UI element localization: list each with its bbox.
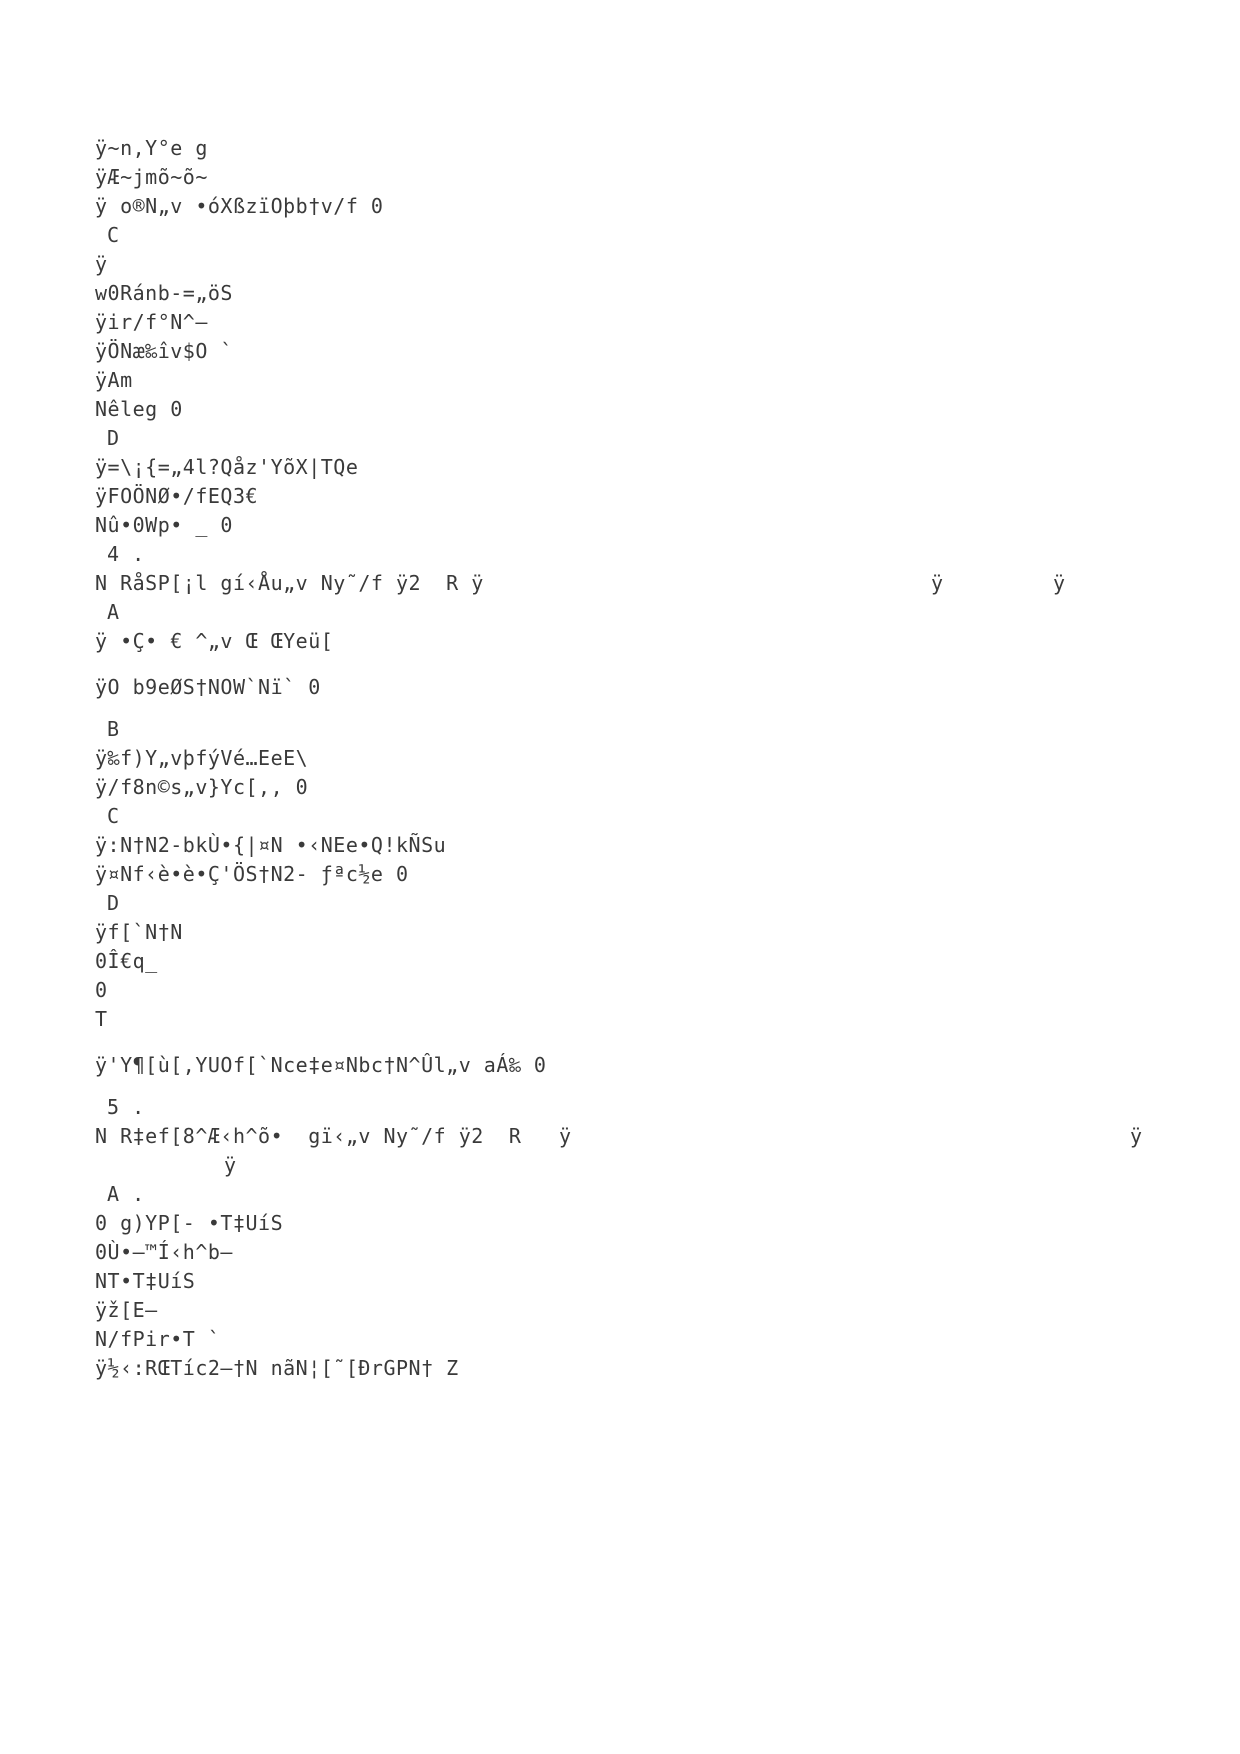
section-marker: A xyxy=(107,600,120,624)
section-marker: D xyxy=(107,426,120,450)
section-marker: C xyxy=(107,804,120,828)
text-line: N RåSP[¡l gí‹Åu„v Ny˜/f ÿ2 R ÿ xyxy=(95,571,484,595)
section-number: 5 . xyxy=(107,1095,145,1119)
text-line: ÿÆ~jmõ~õ~ xyxy=(95,165,208,189)
text-line: 0 g)YP[- •T‡UíS xyxy=(95,1211,284,1235)
text-line: ÿO b9eØS†NOW`Nï` 0 xyxy=(95,675,321,699)
text-line: ÿ •Ç• € ^„v Œ ŒYeü[ xyxy=(95,629,334,653)
text-line: ÿf[`N†N xyxy=(95,920,183,944)
text-line: N/fPir•T ` xyxy=(95,1327,221,1351)
text-line: T xyxy=(95,1007,108,1031)
text-line: 0Ù•—™Í‹h^b— xyxy=(95,1240,233,1264)
stray-mark: ÿ xyxy=(1053,571,1066,595)
text-line: Nû•0Wp• _ 0 xyxy=(95,513,233,537)
section-number: 4 . xyxy=(107,542,145,566)
text-line: NT•T‡UíS xyxy=(95,1269,196,1293)
text-line: ÿ½‹:RŒTíc2—†N nãN¦[˜[ÐrGPN† Z xyxy=(95,1356,459,1380)
text-line: ÿ'Y¶[ù[,YUOf[`Nce‡e¤Nbc†N^Ûl„v aÁ‰ 0 xyxy=(95,1053,547,1077)
section-marker: D xyxy=(107,891,120,915)
text-line: ÿ=\¡{=„4l?Qåz'YõX|TQe xyxy=(95,455,359,479)
text-line: w0Ránb-=„öS xyxy=(95,281,233,305)
text-line: 0 xyxy=(95,978,108,1002)
text-line: ÿ~n,Y°e g xyxy=(95,136,208,160)
text-line: N R‡ef[8^Æ‹h^õ• gï‹„v Ny˜/f ÿ2 R ÿ xyxy=(95,1124,572,1148)
section-marker: C xyxy=(107,223,120,247)
text-line: 0Î€q_ xyxy=(95,949,158,973)
text-line: ÿÖNæ‰îv$O ` xyxy=(95,339,233,363)
section-marker: B xyxy=(107,717,120,741)
text-line: ÿ:N†N2-bkÙ•{|¤N •‹NEe•Q!kÑSu xyxy=(95,833,447,857)
text-line: ÿž[E— xyxy=(95,1298,158,1322)
stray-mark: ÿ xyxy=(1130,1124,1143,1148)
text-line: ÿ o®N„v •óXßzïOþb†v/f 0 xyxy=(95,194,384,218)
text-line: ÿ‰f)Y„vþfýVé…EeE\ xyxy=(95,746,309,770)
text-line: ÿir/f°N^— xyxy=(95,310,208,334)
text-line: Nêleg 0 xyxy=(95,397,183,421)
stray-mark: ÿ xyxy=(931,571,944,595)
text-line: ÿ/f8n©s„v}Yc[,, 0 xyxy=(95,775,309,799)
section-marker: A . xyxy=(107,1182,145,1206)
text-line: ÿ xyxy=(224,1153,237,1177)
text-line: ÿFOÖNØ•/fEQ3€ xyxy=(95,484,259,508)
text-line: ÿAm xyxy=(95,368,133,392)
text-line: ÿ xyxy=(95,252,108,276)
text-line: ÿ¤Nf‹è•è•Ç'ÖS†N2- ƒªc½e 0 xyxy=(95,862,409,886)
